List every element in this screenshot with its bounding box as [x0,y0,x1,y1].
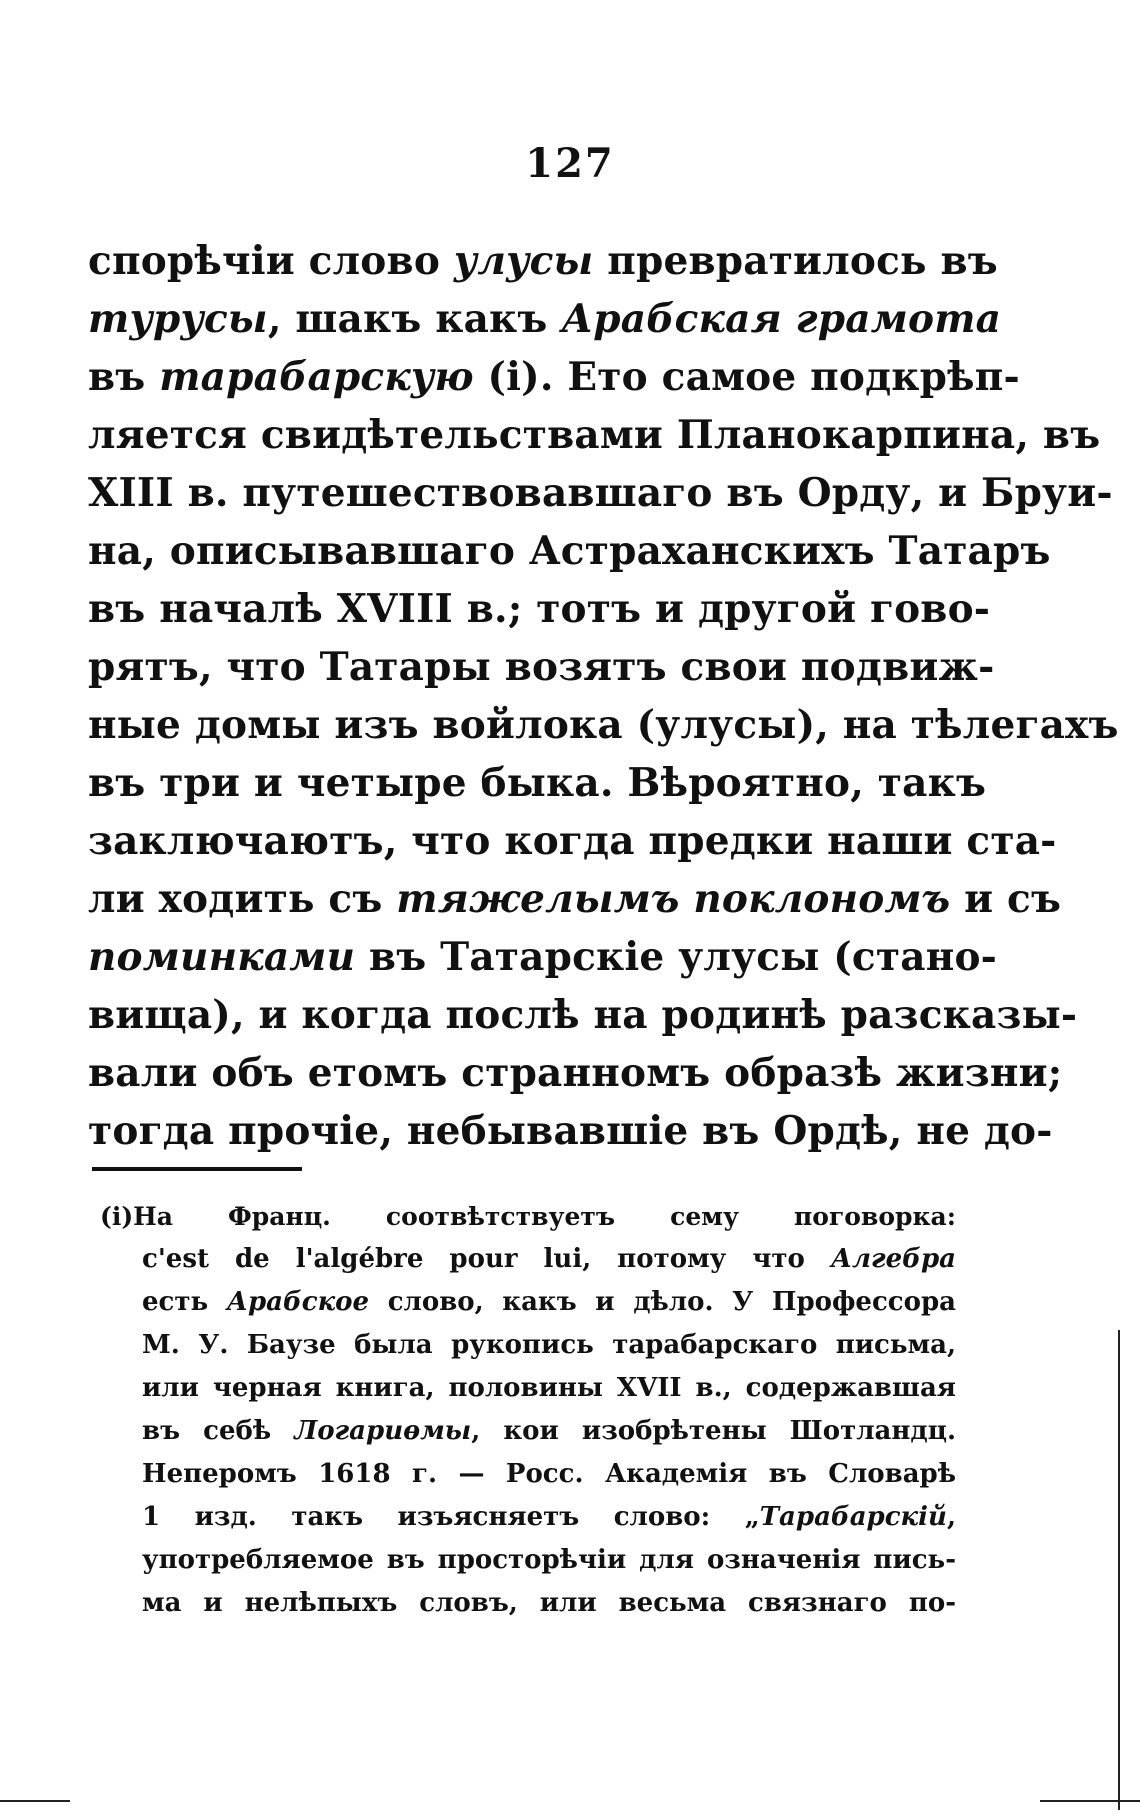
main-text-line [88,232,998,290]
footnote-marker: (i) [100,1202,134,1231]
italic-phrase: тяжелымъ поклономъ [396,876,951,922]
text-run: ли ходить съ [88,876,397,922]
text-run: , [946,1502,956,1532]
text-run: На Франц. соотвѣтствуетъ сему поговорка: [133,1202,956,1231]
text-run: c'est de l'algébre pour lui, потому что [142,1244,831,1274]
footnote-line [100,1324,956,1367]
footnote-line [100,1453,956,1496]
bottom-left-edge-line [0,1800,70,1802]
main-text-line [88,290,1002,348]
footnote-line [100,1582,956,1625]
text-run: ные домы изъ войлока (улусы), на тѣлегахъ [88,702,1119,748]
text-run: 1 изд. такъ изъясняетъ слово: „ [142,1502,760,1532]
main-text-line [88,928,998,986]
text-run: превратилось въ [593,238,998,284]
footnote-rule [92,1167,302,1171]
italic-phrase: Тарабарскій [759,1502,947,1532]
text-run: въ Татарскіе улусы (стано- [355,934,998,980]
italic-phrase: Логариѳмы [294,1416,472,1446]
text-run: тогда прочіе, небывавшіе въ Ордѣ, не до- [88,1108,1053,1154]
text-run: , шакъ какъ [267,296,562,342]
text-run: употребляемое въ просторѣчіи для означенія пись- [142,1545,956,1575]
text-run: въ себѣ [142,1416,295,1446]
main-text-line [88,464,1113,522]
footnote-line [100,1496,956,1539]
text-run: въ [88,354,160,400]
text-run: заключаютъ, что когда предки наши ста- [88,818,1057,864]
footnote-line [100,1539,956,1582]
italic-phrase: Арабское [226,1287,370,1317]
main-text-block [88,232,1119,1160]
text-run: рятъ, что Татары возятъ свои подвиж- [88,644,995,690]
text-run: на, описывавшаго Астраханскихъ Татаръ [88,528,1051,574]
main-text-line [88,348,1020,406]
main-text-line [88,696,1119,754]
right-edge-line [1118,1330,1120,1810]
text-run: или черная книга, половины XVII в., содержавшая [142,1373,956,1403]
text-run: М. У. Баузе была рукопись тарабарскаго письма, [142,1330,956,1360]
italic-phrase: улусы [453,238,594,284]
main-text-line [88,754,987,812]
footnote-line [100,1238,956,1281]
text-run: въ началѣ XVIII в.; тотъ и другой гово- [88,586,991,632]
footnote-line [100,1367,956,1410]
text-run: (i). Ето самое подкрѣп- [473,354,1020,400]
text-run: спорѣчіи слово [88,238,454,284]
text-run: вища), и когда послѣ на родинѣ разсказы- [88,992,1078,1038]
main-text-line [88,522,1051,580]
italic-phrase: тарабарскую [159,354,474,400]
main-text-line [88,580,991,638]
text-run: ма и нелѣпыхъ словъ, или весьма связнаго по- [142,1588,956,1618]
italic-phrase: Арабская грамота [561,296,1002,342]
footnote-line [100,1195,956,1238]
italic-phrase: Алгебра [830,1244,956,1274]
text-run: , кои изобрѣтены Шотландц. [471,1416,956,1446]
text-run: въ три и четыре быка. Вѣроятно, такъ [88,760,987,806]
footnote-line [100,1410,956,1453]
main-text-line [88,1102,1053,1160]
italic-phrase: поминками [88,934,356,980]
bottom-right-edge-line [1040,1800,1140,1802]
text-run: вали объ етомъ странномъ образѣ жизни; [88,1050,1063,1096]
text-run: слово, какъ и дѣло. У Профессора [369,1287,956,1317]
main-text-line [88,986,1078,1044]
main-text-line [88,638,995,696]
page-number: 127 [525,140,615,187]
text-run: и съ [950,876,1062,922]
footnote-line [100,1281,956,1324]
footnote-block [100,1195,956,1625]
text-run: ляется свидѣтельствами Планокарпина, въ [88,412,1101,458]
text-run: XIII в. путешествовавшаго въ Орду, и Бруи- [88,470,1113,516]
main-text-line [88,406,1101,464]
main-text-line [88,812,1057,870]
italic-phrase: турусы [88,296,268,342]
text-run: есть [142,1287,227,1317]
main-text-line [88,1044,1063,1102]
text-run: Неперомъ 1618 г. — Росс. Академія въ Словарѣ [142,1459,956,1489]
main-text-line [88,870,1062,928]
